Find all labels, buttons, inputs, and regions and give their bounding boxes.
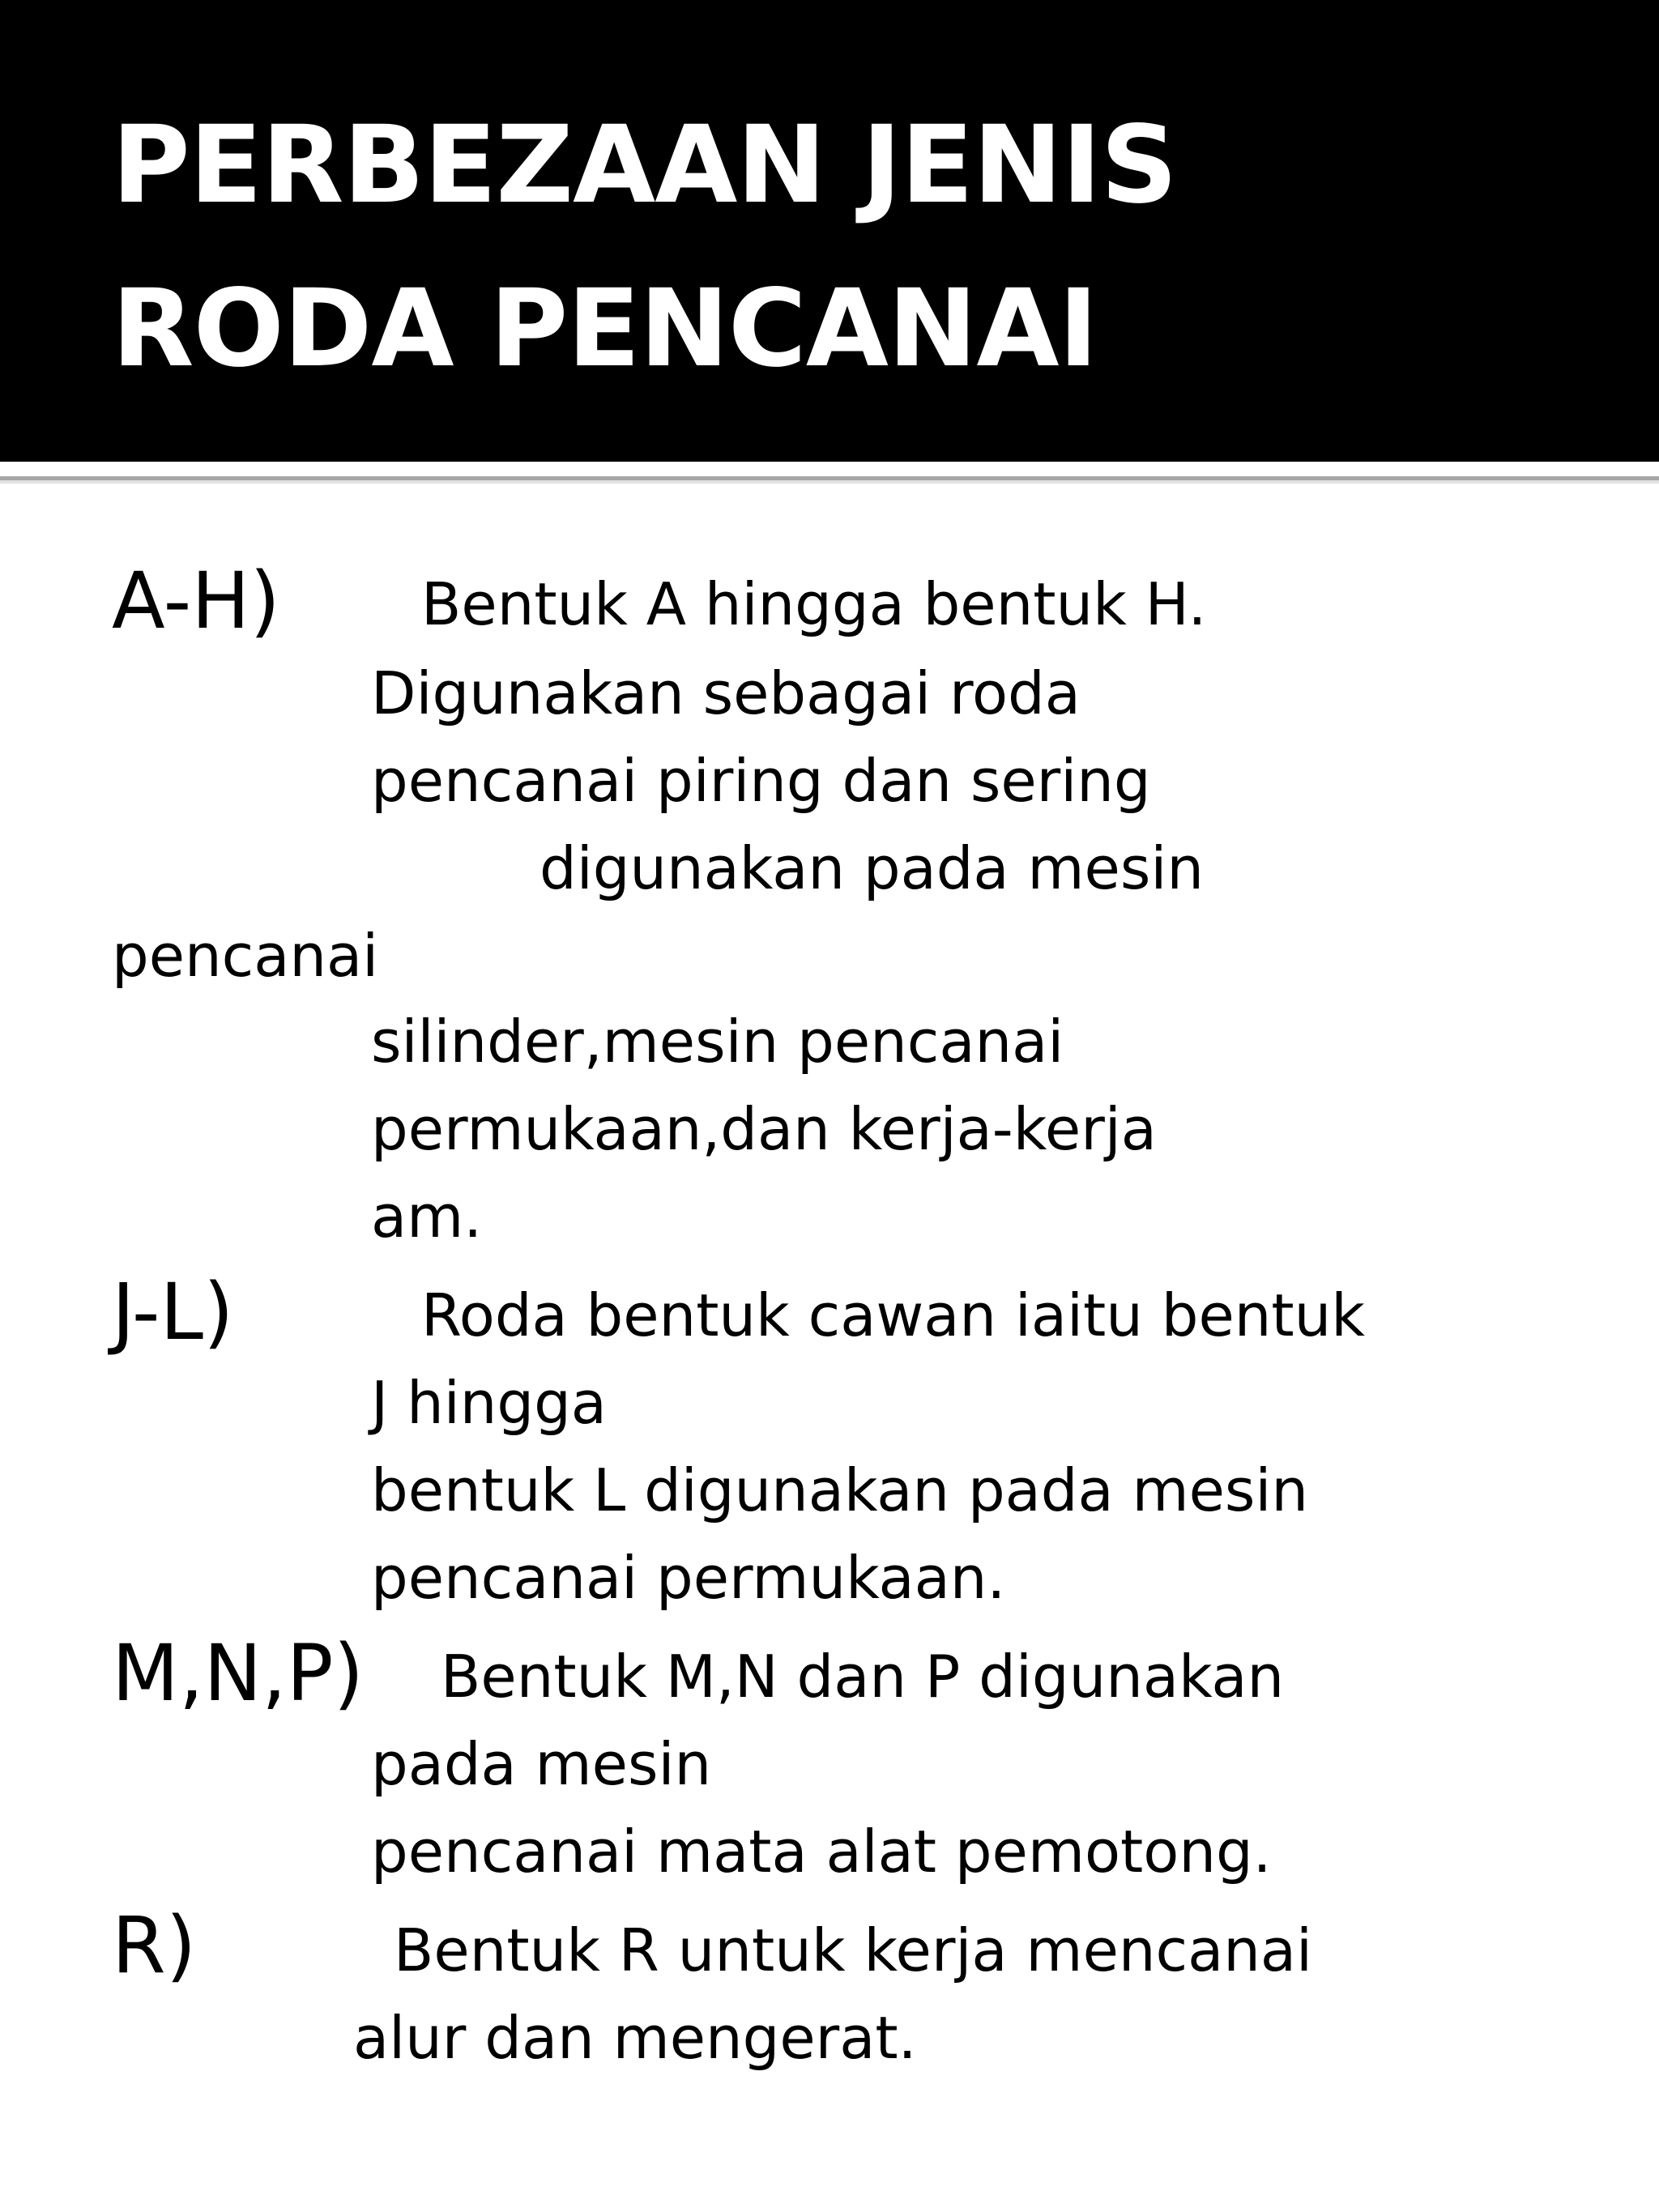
entry-text-line: permukaan,dan kerja-kerja bbox=[371, 1095, 1157, 1163]
entry-label-r: R) bbox=[112, 1900, 197, 1991]
entry-label-j-l: J-L) bbox=[112, 1267, 234, 1357]
slide-title-line-2: RODA PENCANAI bbox=[112, 266, 1098, 391]
entry-label-a-h: A-H) bbox=[112, 556, 280, 646]
entry-text-line: digunakan pada mesin bbox=[539, 834, 1204, 902]
entry-text-line: Digunakan sebagai roda bbox=[371, 659, 1081, 727]
entry-text-line: silinder,mesin pencanai bbox=[371, 1008, 1064, 1076]
entry-text-line: Bentuk A hingga bentuk H. bbox=[421, 570, 1207, 638]
entry-text-line: pencanai bbox=[112, 922, 379, 990]
entry-text-line: pada mesin bbox=[371, 1730, 712, 1798]
entry-text-line: alur dan mengerat. bbox=[353, 2004, 917, 2072]
entry-text-line: Bentuk R untuk kerja mencanai bbox=[394, 1916, 1312, 1984]
entry-text-line: Bentuk M,N dan P digunakan bbox=[441, 1643, 1285, 1711]
slide-title-line-1: PERBEZAAN JENIS bbox=[112, 103, 1177, 228]
entry-text-line: bentuk L digunakan pada mesin bbox=[371, 1456, 1309, 1524]
entry-text-line: pencanai mata alat pemotong. bbox=[371, 1818, 1272, 1886]
entry-text-line: am. bbox=[371, 1183, 483, 1251]
title-banner bbox=[0, 0, 1659, 462]
entry-text-line: J hingga bbox=[371, 1369, 607, 1437]
entry-text-line: pencanai piring dan sering bbox=[371, 747, 1151, 815]
entry-text-line: pencanai permukaan. bbox=[371, 1544, 1006, 1612]
title-divider-shadow bbox=[0, 480, 1659, 484]
entry-text-line: Roda bentuk cawan iaitu bentuk bbox=[421, 1281, 1365, 1349]
entry-label-m-n-p: M,N,P) bbox=[112, 1628, 365, 1719]
